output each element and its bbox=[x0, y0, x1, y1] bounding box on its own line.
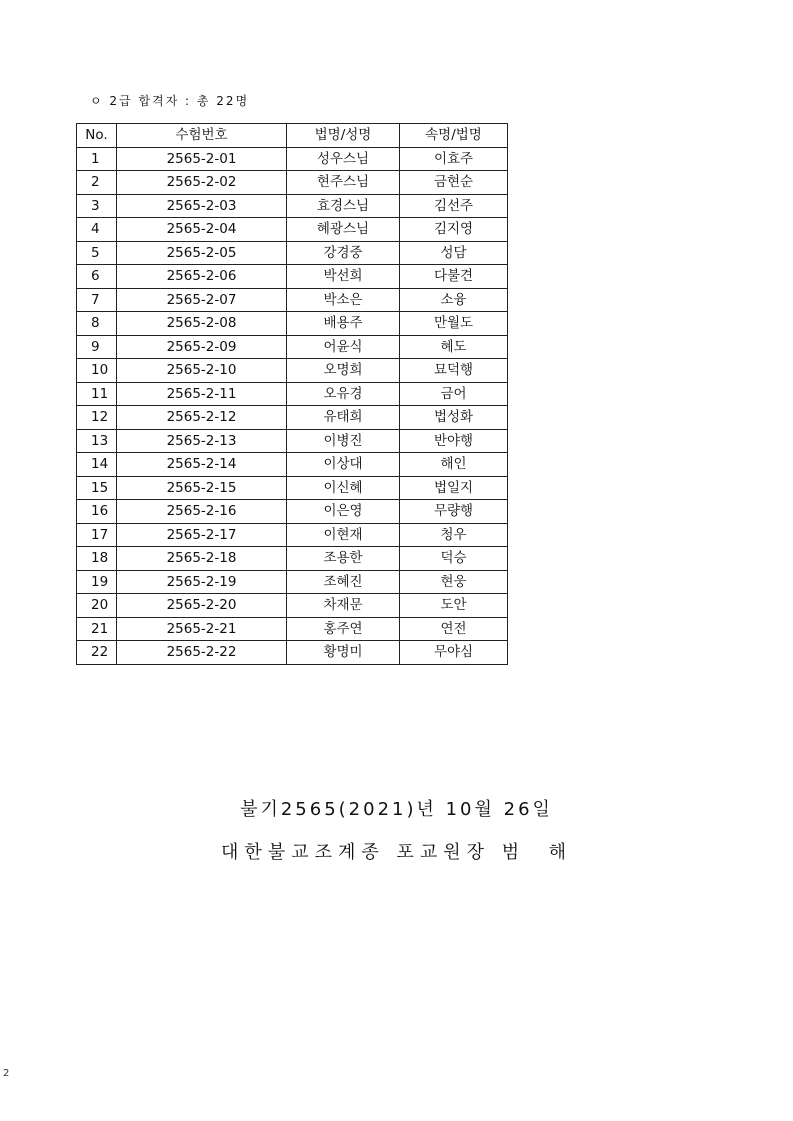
cell-exam-number: 2565-2-15 bbox=[117, 476, 287, 500]
cell-dharma-name: 성우스님 bbox=[287, 147, 400, 171]
cell-exam-number: 2565-2-04 bbox=[117, 218, 287, 242]
cell-dharma-name: 조혜진 bbox=[287, 570, 400, 594]
cell-lay-name: 덕승 bbox=[400, 547, 508, 571]
header-no: No. bbox=[77, 124, 117, 148]
cell-dharma-name: 현주스님 bbox=[287, 171, 400, 195]
header-dharma-name: 법명/성명 bbox=[287, 124, 400, 148]
cell-no: 21 bbox=[77, 617, 117, 641]
table-row bbox=[77, 641, 508, 665]
cell-no: 20 bbox=[77, 594, 117, 618]
cell-lay-name: 법일지 bbox=[400, 476, 508, 500]
cell-lay-name: 금어 bbox=[400, 382, 508, 406]
cell-lay-name: 성담 bbox=[400, 241, 508, 265]
cell-dharma-name: 이병진 bbox=[287, 429, 400, 453]
cell-no: 12 bbox=[77, 406, 117, 430]
cell-exam-number: 2565-2-18 bbox=[117, 547, 287, 571]
cell-lay-name: 김선주 bbox=[400, 194, 508, 218]
cell-dharma-name: 이은영 bbox=[287, 500, 400, 524]
cell-exam-number: 2565-2-03 bbox=[117, 194, 287, 218]
cell-no: 22 bbox=[77, 641, 117, 665]
cell-exam-number: 2565-2-21 bbox=[117, 617, 287, 641]
table-row bbox=[77, 288, 508, 312]
table-row bbox=[77, 570, 508, 594]
cell-dharma-name: 박선희 bbox=[287, 265, 400, 289]
cell-lay-name: 현웅 bbox=[400, 570, 508, 594]
cell-lay-name: 무량행 bbox=[400, 500, 508, 524]
cell-dharma-name: 오명희 bbox=[287, 359, 400, 383]
cell-no: 1 bbox=[77, 147, 117, 171]
cell-lay-name: 만월도 bbox=[400, 312, 508, 336]
table-row bbox=[77, 335, 508, 359]
cell-dharma-name: 조용한 bbox=[287, 547, 400, 571]
cell-dharma-name: 유태희 bbox=[287, 406, 400, 430]
cell-exam-number: 2565-2-01 bbox=[117, 147, 287, 171]
table-row bbox=[77, 594, 508, 618]
cell-lay-name: 금현순 bbox=[400, 171, 508, 195]
cell-exam-number: 2565-2-22 bbox=[117, 641, 287, 665]
cell-dharma-name: 박소은 bbox=[287, 288, 400, 312]
header-lay-name: 속명/법명 bbox=[400, 124, 508, 148]
cell-exam-number: 2565-2-10 bbox=[117, 359, 287, 383]
cell-exam-number: 2565-2-20 bbox=[117, 594, 287, 618]
section-heading: ㅇ 2급 합격자 : 총 22명 bbox=[90, 94, 250, 108]
cell-dharma-name: 강경중 bbox=[287, 241, 400, 265]
cell-dharma-name: 배용주 bbox=[287, 312, 400, 336]
cell-no: 15 bbox=[77, 476, 117, 500]
table-header-row bbox=[77, 124, 508, 148]
cell-lay-name: 법성화 bbox=[400, 406, 508, 430]
cell-dharma-name: 효경스님 bbox=[287, 194, 400, 218]
cell-exam-number: 2565-2-16 bbox=[117, 500, 287, 524]
cell-dharma-name: 이상대 bbox=[287, 453, 400, 477]
cell-lay-name: 혜도 bbox=[400, 335, 508, 359]
header-exam-number: 수험번호 bbox=[117, 124, 287, 148]
cell-lay-name: 청우 bbox=[400, 523, 508, 547]
table-row bbox=[77, 218, 508, 242]
table-row bbox=[77, 500, 508, 524]
table-row bbox=[77, 171, 508, 195]
table-row bbox=[77, 406, 508, 430]
cell-lay-name: 도안 bbox=[400, 594, 508, 618]
table-row bbox=[77, 547, 508, 571]
cell-exam-number: 2565-2-12 bbox=[117, 406, 287, 430]
cell-exam-number: 2565-2-05 bbox=[117, 241, 287, 265]
cell-no: 16 bbox=[77, 500, 117, 524]
cell-lay-name: 소융 bbox=[400, 288, 508, 312]
cell-lay-name: 이효주 bbox=[400, 147, 508, 171]
table-row bbox=[77, 429, 508, 453]
cell-dharma-name: 오유경 bbox=[287, 382, 400, 406]
cell-no: 10 bbox=[77, 359, 117, 383]
cell-lay-name: 다불견 bbox=[400, 265, 508, 289]
cell-dharma-name: 혜광스님 bbox=[287, 218, 400, 242]
cell-no: 17 bbox=[77, 523, 117, 547]
cell-lay-name: 해인 bbox=[400, 453, 508, 477]
cell-no: 5 bbox=[77, 241, 117, 265]
cell-dharma-name: 차재문 bbox=[287, 594, 400, 618]
cell-exam-number: 2565-2-14 bbox=[117, 453, 287, 477]
cell-lay-name: 김지영 bbox=[400, 218, 508, 242]
table-row bbox=[77, 617, 508, 641]
cell-no: 13 bbox=[77, 429, 117, 453]
cell-exam-number: 2565-2-07 bbox=[117, 288, 287, 312]
cell-no: 18 bbox=[77, 547, 117, 571]
cell-dharma-name: 황명미 bbox=[287, 641, 400, 665]
cell-no: 6 bbox=[77, 265, 117, 289]
cell-lay-name: 무야심 bbox=[400, 641, 508, 665]
cell-no: 11 bbox=[77, 382, 117, 406]
cell-exam-number: 2565-2-11 bbox=[117, 382, 287, 406]
cell-lay-name: 연전 bbox=[400, 617, 508, 641]
issue-date: 불기2565(2021)년 10월 26일 bbox=[240, 799, 553, 820]
table-row bbox=[77, 476, 508, 500]
cell-exam-number: 2565-2-06 bbox=[117, 265, 287, 289]
table-row bbox=[77, 194, 508, 218]
cell-no: 9 bbox=[77, 335, 117, 359]
cell-exam-number: 2565-2-13 bbox=[117, 429, 287, 453]
cell-exam-number: 2565-2-19 bbox=[117, 570, 287, 594]
cell-no: 7 bbox=[77, 288, 117, 312]
cell-dharma-name: 이신혜 bbox=[287, 476, 400, 500]
table-row bbox=[77, 147, 508, 171]
cell-no: 19 bbox=[77, 570, 117, 594]
cell-dharma-name: 홍주연 bbox=[287, 617, 400, 641]
issuer-signature: 대한불교조계종 포교원장 범 해 bbox=[221, 842, 572, 863]
cell-exam-number: 2565-2-08 bbox=[117, 312, 287, 336]
cell-no: 2 bbox=[77, 171, 117, 195]
cell-no: 8 bbox=[77, 312, 117, 336]
table-row bbox=[77, 523, 508, 547]
cell-no: 4 bbox=[77, 218, 117, 242]
cell-lay-name: 묘덕행 bbox=[400, 359, 508, 383]
cell-no: 3 bbox=[77, 194, 117, 218]
cell-no: 14 bbox=[77, 453, 117, 477]
cell-lay-name: 반야행 bbox=[400, 429, 508, 453]
cell-dharma-name: 어윤식 bbox=[287, 335, 400, 359]
table-row bbox=[77, 312, 508, 336]
cell-exam-number: 2565-2-02 bbox=[117, 171, 287, 195]
table-body bbox=[77, 147, 508, 664]
table-row bbox=[77, 382, 508, 406]
table-row bbox=[77, 265, 508, 289]
table-row bbox=[77, 241, 508, 265]
table-row bbox=[77, 359, 508, 383]
table-row bbox=[77, 453, 508, 477]
cell-exam-number: 2565-2-17 bbox=[117, 523, 287, 547]
page-number: 2 bbox=[3, 1068, 10, 1079]
cell-dharma-name: 이현재 bbox=[287, 523, 400, 547]
results-table bbox=[76, 123, 508, 665]
cell-exam-number: 2565-2-09 bbox=[117, 335, 287, 359]
